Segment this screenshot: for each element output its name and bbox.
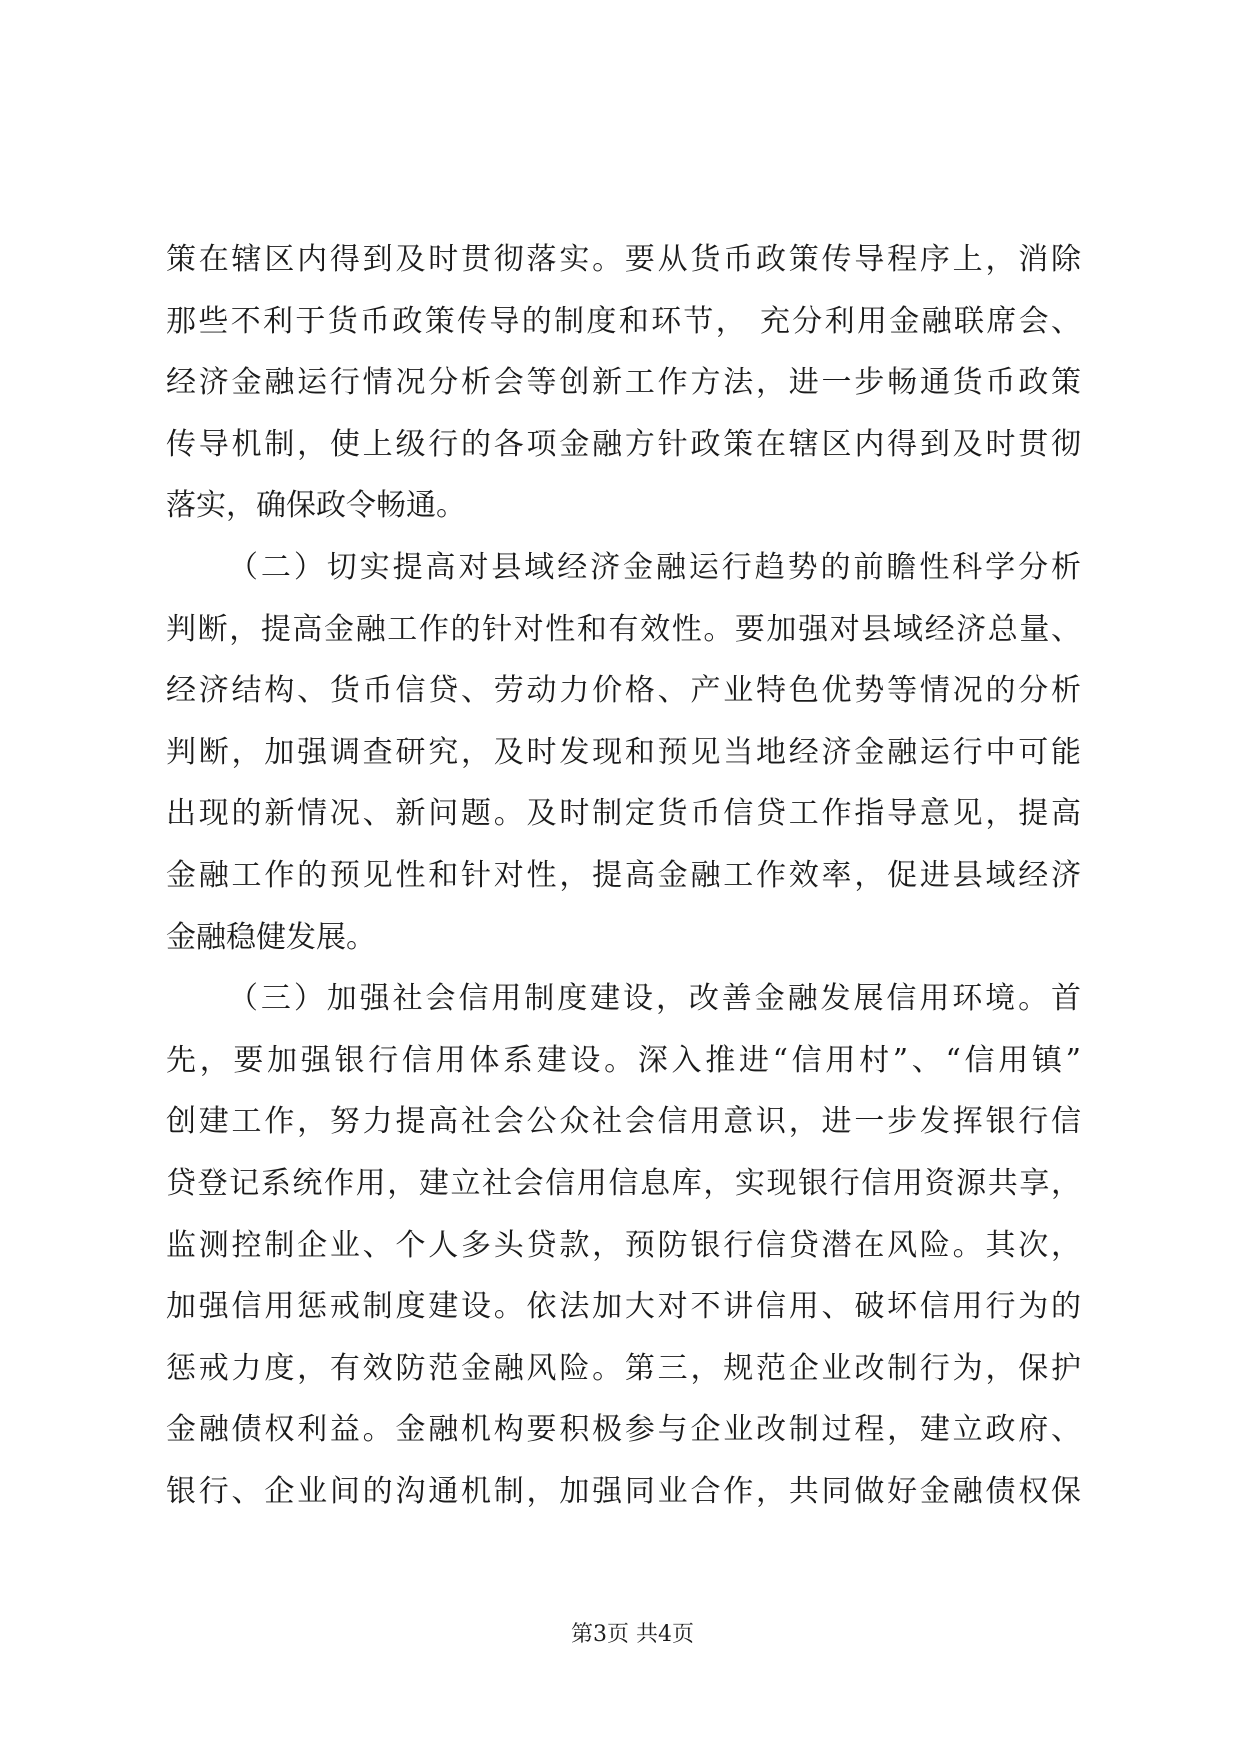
text-line: 创建工作，努力提高社会公众社会信用意识，进一步发挥银行信: [166, 1104, 1081, 1140]
footer-page-number: 第3页 共4页: [571, 1622, 694, 1647]
text-line: 监测控制企业、个人多头贷款，预防银行信贷潜在风险。其次，: [166, 1227, 1081, 1263]
text-line: 银行、企业间的沟通机制，加强同业合作，共同做好金融债权保: [166, 1474, 1081, 1509]
text-line: 先，要加强银行信用体系建设。深入推进“信用村”、“信用镇”: [166, 1042, 1081, 1078]
text-line: （三）加强社会信用制度建设，改善金融发展信用环境。首: [228, 981, 1081, 1017]
text-line: 金融稳健发展。: [166, 919, 376, 955]
text-line: 那些不利于货币政策传导的制度和环节， 充分利用金融联席会、: [166, 303, 1081, 339]
text-line: 惩戒力度，有效防范金融风险。第三，规范企业改制行为，保护: [166, 1350, 1081, 1386]
text-line: 判断，提高金融工作的针对性和有效性。要加强对县域经济总量、: [166, 611, 1081, 647]
text-line: 判断，加强调查研究，及时发现和预见当地经济金融运行中可能: [166, 734, 1081, 770]
text-line: 策在辖区内得到及时贯彻落实。要从货币政策传导程序上，消除: [166, 242, 1081, 277]
text-line: 传导机制，使上级行的各项金融方针政策在辖区内得到及时贯彻: [166, 426, 1081, 462]
text-line: 贷登记系统作用，建立社会信用信息库，实现银行信用资源共享，: [166, 1166, 1081, 1201]
text-line: 金融工作的预见性和针对性，提高金融工作效率，促进县域经济: [166, 858, 1081, 893]
text-line: 加强信用惩戒制度建设。依法加大对不讲信用、破坏信用行为的: [166, 1289, 1081, 1325]
text-line: 经济金融运行情况分析会等创新工作方法，进一步畅通货币政策: [166, 365, 1081, 401]
text-line: 落实，确保政令畅通。: [166, 488, 466, 524]
text-line: （二）切实提高对县域经济金融运行趋势的前瞻性科学分析: [228, 550, 1081, 585]
text-line: 出现的新情况、新问题。及时制定货币信贷工作指导意见，提高: [166, 796, 1081, 832]
text-line: 经济结构、货币信贷、劳动力价格、产业特色优势等情况的分析: [166, 673, 1081, 709]
text-line: 金融债权利益。金融机构要积极参与企业改制过程，建立政府、: [166, 1412, 1081, 1448]
